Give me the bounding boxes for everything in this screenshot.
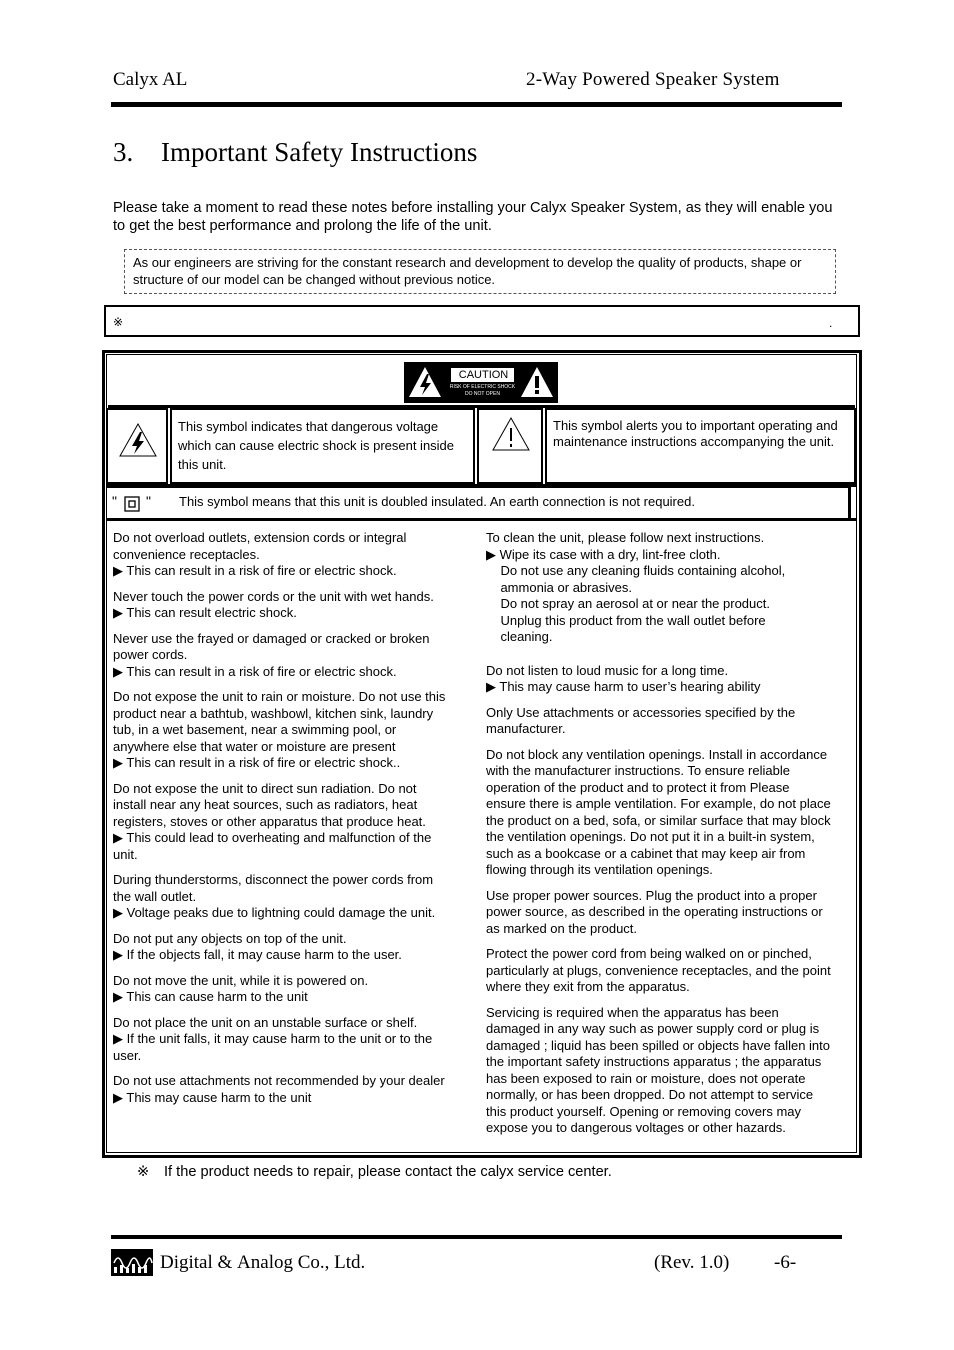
instruction-line: the important safety instructions apparatus ; the apparatus bbox=[486, 1054, 822, 1069]
attention-symbol-text: This symbol alerts you to important operating and maintenance instructions accompanying the unit. bbox=[553, 418, 838, 449]
instruction-line: Do not expose the unit to rain or moisture. Do not use this bbox=[113, 689, 446, 704]
instruction-line: ▶ This can result in a risk of fire or electric shock. bbox=[113, 563, 397, 578]
instruction-line: as marked on the product. bbox=[486, 920, 638, 936]
instruction-line: Unplug this product from the wall outlet before bbox=[486, 612, 766, 628]
instruction-line: such as a bookcase or a cabinet that may keep air from bbox=[486, 845, 806, 861]
instruction-line: this product yourself. Opening or removing covers may bbox=[486, 1103, 802, 1119]
instruction-line: ▶ This can result electric shock. bbox=[113, 605, 297, 620]
instruction-line: Do not spray an aerosol at or near the product. bbox=[486, 596, 770, 611]
instruction-line: Never touch the power cords or the unit with wet hands. bbox=[113, 588, 434, 604]
instruction-item bbox=[486, 530, 851, 646]
instruction-line: ammonia or abrasives. bbox=[486, 579, 632, 595]
instruction-item bbox=[486, 1005, 851, 1137]
instruction-line: cleaning. bbox=[486, 629, 553, 644]
instruction-line: ▶ If the unit falls, it may cause harm to the unit or to the bbox=[113, 1031, 433, 1046]
instruction-line: Do not block any ventilation openings. Install in accordance bbox=[486, 746, 828, 762]
instruction-line: damaged ; liquid has been spilled or objects have fallen into bbox=[486, 1037, 831, 1053]
instruction-line: Do not put any objects on top of the unit. bbox=[113, 930, 347, 946]
instruction-line: ▶ Voltage peaks due to lightning could damage the unit. bbox=[113, 905, 436, 920]
caution-logo-line1: RISK OF ELECTRIC SHOCK bbox=[449, 384, 516, 390]
instruction-line: convenience receptacles. bbox=[113, 546, 260, 562]
intro-paragraph: Please take a moment to read these notes before installing your Calyx Speaker System, as they will enable you to get the best performance and prolong the life of the unit. bbox=[113, 200, 833, 234]
translation-box bbox=[104, 305, 860, 337]
instruction-line: has been exposed to rain or moisture, does not operate bbox=[486, 1070, 806, 1086]
instruction-line: Do not move the unit, while it is powered on. bbox=[113, 972, 369, 988]
instruction-line: To clean the unit, please follow next instructions. bbox=[486, 530, 765, 545]
instruction-line: the ventilation openings. Do not put it in a built-in system, bbox=[486, 829, 815, 844]
header-rule bbox=[111, 102, 842, 107]
instruction-line: operation of the product and to protect it from Please bbox=[486, 779, 790, 795]
instruction-item bbox=[486, 888, 851, 938]
instruction-item bbox=[486, 946, 851, 996]
instruction-line: user. bbox=[113, 1047, 142, 1063]
instruction-line: ▶ This could lead to overheating and malfunction of the bbox=[113, 830, 432, 845]
caution-logo-line2: DO NOT OPEN bbox=[465, 391, 500, 397]
instruction-line: where they exit from the apparatus. bbox=[486, 979, 690, 994]
instruction-line: Do not expose the unit to direct sun radiation. Do not bbox=[113, 780, 417, 796]
header-product-type: 2-Way Powered Speaker System bbox=[526, 69, 780, 90]
instruction-line: damaged in any way such as power supply cord or plug is bbox=[486, 1021, 820, 1036]
exclamation-warning-icon bbox=[491, 416, 531, 452]
instruction-line: unit. bbox=[113, 846, 138, 862]
instruction-line: normally, or has been dropped. Do not attempt to service bbox=[486, 1087, 814, 1102]
double-insulated-text: This symbol means that this unit is doubled insulated. An earth connection is not required. bbox=[179, 494, 695, 509]
notice-text: As our engineers are striving for the constant research and development to develop the quality of products, shape or structure of our model can be changed without previous notice. bbox=[133, 255, 802, 287]
instruction-line: Do not listen to loud music for a long time. bbox=[486, 662, 729, 678]
voltage-warning-icon bbox=[118, 422, 158, 458]
instruction-item bbox=[486, 747, 851, 879]
attention-symbol-cell bbox=[477, 408, 543, 484]
svg-text:": " bbox=[112, 493, 117, 509]
footer-page-number: -6- bbox=[774, 1252, 797, 1273]
caution-logo bbox=[404, 362, 558, 403]
instruction-line: with the manufacturer instructions. To ensure reliable bbox=[486, 763, 790, 778]
footer-company: Digital & Analog Co., Ltd. bbox=[160, 1252, 366, 1273]
instruction-line: the product on a bed, sofa, or similar surface that may block bbox=[486, 812, 831, 828]
instruction-item bbox=[113, 631, 478, 681]
company-logo-icon bbox=[111, 1249, 153, 1276]
footer-rule bbox=[111, 1235, 842, 1239]
instruction-line: power source, as described in the operating instructions or bbox=[486, 904, 823, 919]
reference-mark: ※ bbox=[137, 1164, 150, 1180]
instruction-line: Only Use attachments or accessories specified by the bbox=[486, 704, 796, 720]
instruction-line: ▶ This can result in a risk of fire or electric shock.. bbox=[113, 755, 401, 770]
divider bbox=[106, 518, 857, 521]
instruction-line: power cords. bbox=[113, 647, 188, 662]
reference-mark: ※ bbox=[113, 315, 124, 329]
instruction-item bbox=[113, 530, 478, 580]
instruction-line: tub, in a wet basement, near a swimming pool, or bbox=[113, 722, 397, 737]
instruction-line: ▶ If the objects fall, it may cause harm to the user. bbox=[113, 947, 402, 962]
instruction-item bbox=[113, 872, 478, 922]
instruction-line: the wall outlet. bbox=[113, 888, 197, 904]
translation-box-end: . bbox=[829, 316, 833, 330]
instruction-line: ▶ This can result in a risk of fire or electric shock. bbox=[113, 663, 397, 679]
instruction-line: ensure there is ample ventilation. For example, do not place bbox=[486, 796, 831, 811]
footnote bbox=[137, 1163, 612, 1180]
footnote-text: If the product needs to repair, please contact the calyx service center. bbox=[164, 1164, 612, 1180]
instruction-item bbox=[113, 1015, 478, 1065]
instruction-line: Use proper power sources. Plug the product into a proper bbox=[486, 887, 817, 903]
header-product-name: Calyx AL bbox=[113, 69, 188, 90]
instruction-item bbox=[486, 663, 851, 696]
instructions-left-column bbox=[113, 530, 478, 1106]
divider bbox=[848, 487, 851, 520]
instruction-line: flowing through its ventilation openings. bbox=[486, 862, 713, 877]
instruction-item bbox=[113, 781, 478, 864]
instruction-line: ▶ This may cause harm to the unit bbox=[113, 1089, 312, 1105]
caution-logo-label: CAUTION bbox=[458, 369, 509, 381]
instruction-item bbox=[113, 931, 478, 964]
instruction-line: ▶ This may cause harm to user’s hearing ability bbox=[486, 679, 761, 694]
instruction-item bbox=[113, 589, 478, 622]
voltage-symbol-cell bbox=[106, 408, 168, 484]
instruction-line: ▶ This can cause harm to the unit bbox=[113, 989, 308, 1004]
instruction-item bbox=[113, 1073, 478, 1106]
instruction-item bbox=[113, 689, 478, 772]
instruction-line: Servicing is required when the apparatus has been bbox=[486, 1004, 779, 1020]
section-title bbox=[113, 137, 477, 168]
instruction-line: Do not use any cleaning fluids containing alcohol, bbox=[486, 563, 786, 578]
voltage-symbol-text: This symbol indicates that dangerous voltage which can cause electric shock is present inside this unit. bbox=[178, 419, 455, 472]
instruction-line: expose you to dangerous voltages or other hazards. bbox=[486, 1120, 786, 1135]
instruction-line: registers, stoves or other apparatus that produce heat. bbox=[113, 813, 426, 829]
instruction-item bbox=[113, 973, 478, 1006]
instruction-line: Protect the power cord from being walked on or pinched, bbox=[486, 946, 812, 961]
instruction-line: manufacturer. bbox=[486, 721, 566, 736]
footer-revision: (Rev. 1.0) bbox=[654, 1252, 730, 1273]
instruction-line: particularly at plugs, convenience receptacles, and the point bbox=[486, 962, 831, 978]
section-number: 3. bbox=[113, 137, 134, 167]
svg-text:": " bbox=[146, 493, 151, 509]
instruction-item bbox=[486, 705, 851, 738]
instruction-line: anywhere else that water or moisture are present bbox=[113, 738, 396, 754]
section-title-text: Important Safety Instructions bbox=[161, 137, 478, 167]
instructions-right-column bbox=[486, 530, 851, 1137]
instruction-line: During thunderstorms, disconnect the power cords from bbox=[113, 872, 434, 887]
instruction-line: product near a bathtub, washbowl, kitchen sink, laundry bbox=[113, 705, 434, 721]
instruction-line: Never use the frayed or damaged or cracked or broken bbox=[113, 630, 430, 646]
double-insulated-icon bbox=[112, 493, 156, 513]
instruction-line: Do not use attachments not recommended by your dealer bbox=[113, 1073, 445, 1088]
instruction-line: install near any heat sources, such as radiators, heat bbox=[113, 797, 418, 812]
instruction-line: Do not place the unit on an unstable surface or shelf. bbox=[113, 1014, 418, 1030]
instruction-line: Do not overload outlets, extension cords or integral bbox=[113, 530, 407, 545]
instruction-line: ▶ Wipe its case with a dry, lint-free cloth. bbox=[486, 546, 721, 562]
